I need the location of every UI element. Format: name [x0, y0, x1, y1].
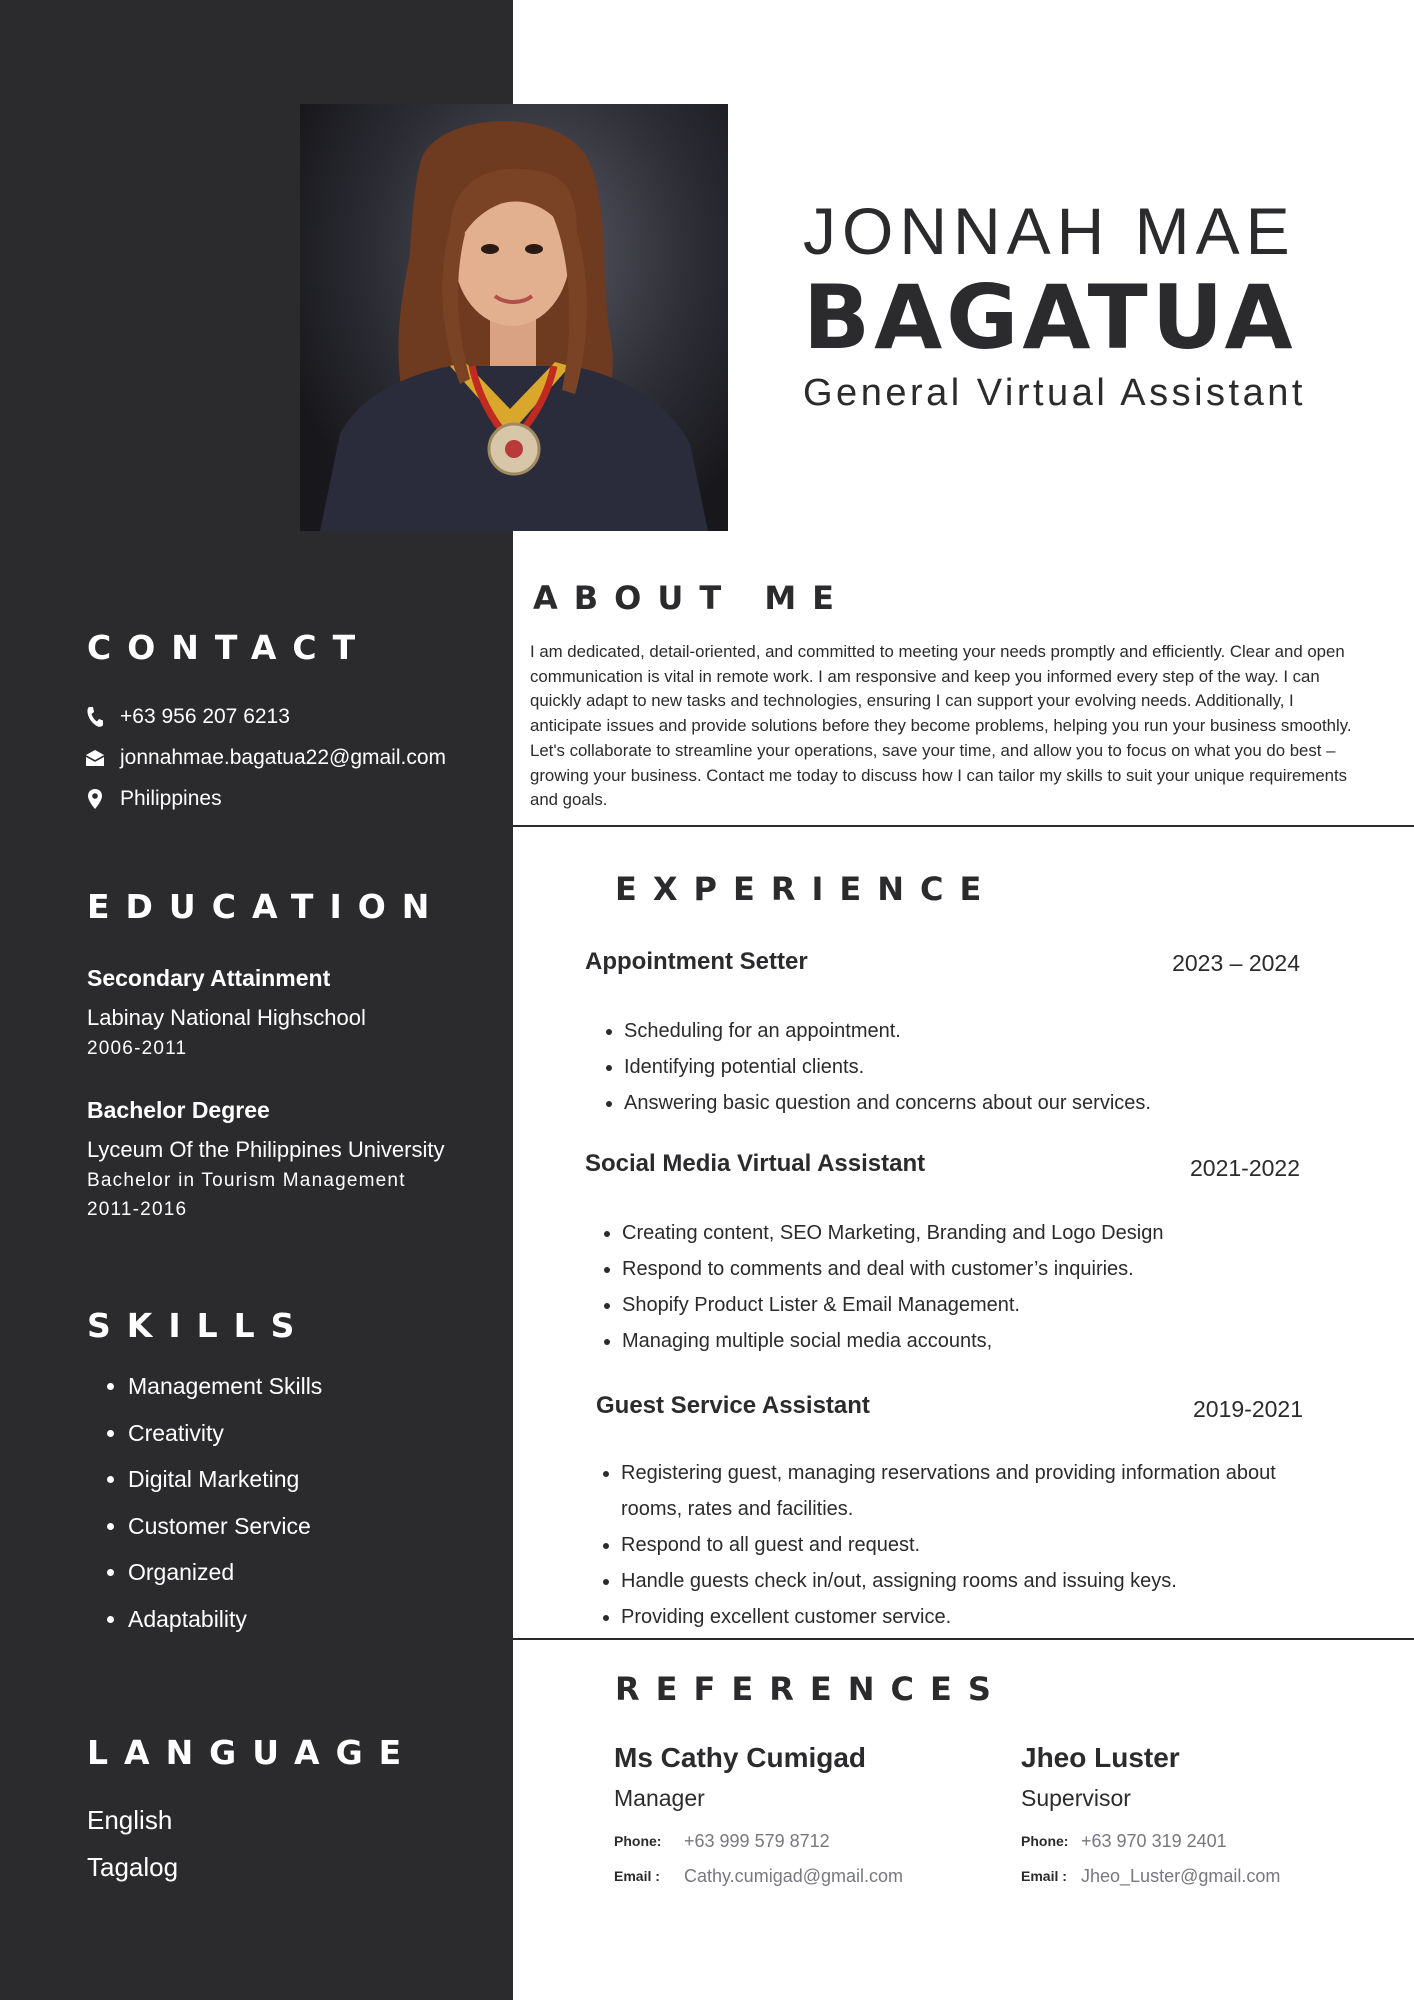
ref-phone-1[interactable]: +63 999 579 8712 — [684, 1831, 830, 1851]
language-item: Tagalog — [87, 1852, 179, 1882]
location-text: Philippines — [120, 787, 222, 810]
ref-role-1: Manager — [614, 1785, 705, 1811]
edu-degree-2: Bachelor Degree — [87, 1097, 270, 1123]
job-duties-2 — [586, 1215, 1262, 1359]
job-dates-3: 2019-2021 — [1193, 1396, 1303, 1422]
skills-list — [94, 1373, 322, 1652]
job-title-2: Social Media Virtual Assistant — [585, 1150, 926, 1177]
ref-phone-label-2: Phone: — [1021, 1833, 1069, 1849]
contact-heading: CONTACT — [87, 628, 372, 667]
job-role: General Virtual Assistant — [803, 372, 1306, 414]
edu-school-1: Labinay National Highschool — [87, 1005, 366, 1030]
email-text: jonnahmae.bagatua22@gmail.com — [120, 746, 447, 769]
job-dates-2: 2021-2022 — [1190, 1155, 1300, 1181]
skill-item: • Digital Marketing — [128, 1466, 322, 1513]
duty-item: • Respond to all guest and request. — [621, 1527, 1321, 1563]
ref-email-1[interactable]: Cathy.cumigad@gmail.com — [684, 1866, 904, 1886]
phone-text: +63 956 207 6213 — [120, 705, 290, 728]
job-duties-1 — [588, 1013, 1264, 1121]
duty-item: • Identifying potential clients. — [624, 1049, 1264, 1085]
duty-item: • Creating content, SEO Marketing, Branding and Logo Design — [622, 1215, 1262, 1251]
profile-photo — [300, 104, 728, 531]
skill-item: • Management Skills — [128, 1373, 322, 1420]
edu-years-2: 2011-2016 — [87, 1199, 188, 1220]
duty-item: • Registering guest, managing reservations and providing information about rooms, rates and facilities. — [621, 1455, 1321, 1527]
language-item: English — [87, 1805, 173, 1835]
map-pin-icon — [84, 787, 106, 811]
envelope-icon — [84, 746, 106, 770]
last-name: BAGATUA — [803, 266, 1297, 369]
ref-role-2: Supervisor — [1021, 1785, 1131, 1811]
education-heading: EDUCATION — [87, 887, 446, 926]
edu-course-2: Bachelor in Tourism Management — [87, 1170, 406, 1191]
duty-item: • Shopify Product Lister & Email Management. — [622, 1287, 1262, 1323]
ref-email-label-1: Email : — [614, 1868, 660, 1884]
ref-email-label-2: Email : — [1021, 1868, 1067, 1884]
portrait-illustration — [300, 104, 728, 531]
job-title-1: Appointment Setter — [585, 948, 808, 975]
edu-school-2: Lyceum Of the Philippines University — [87, 1137, 445, 1162]
contact-location — [84, 784, 222, 814]
skill-item: • Creativity — [128, 1420, 322, 1467]
divider — [513, 1638, 1414, 1640]
skills-heading: SKILLS — [87, 1306, 311, 1345]
phone-icon — [84, 705, 106, 729]
references-heading: REFERENCES — [615, 1670, 1007, 1708]
job-duties-3 — [585, 1455, 1321, 1635]
ref-email-2[interactable]: Jheo_Luster@gmail.com — [1081, 1866, 1281, 1886]
job-dates-1: 2023 – 2024 — [1172, 950, 1300, 976]
duty-item: • Scheduling for an appointment. — [624, 1013, 1264, 1049]
skill-item: • Organized — [128, 1559, 322, 1606]
about-heading: ABOUT ME — [533, 579, 851, 617]
contact-email[interactable] — [84, 743, 446, 773]
first-name: JONNAH MAE — [803, 194, 1296, 268]
ref-name-1: Ms Cathy Cumigad — [614, 1742, 867, 1773]
ref-phone-label-1: Phone: — [614, 1833, 662, 1849]
edu-years-1: 2006-2011 — [87, 1038, 188, 1059]
ref-name-2: Jheo Luster — [1021, 1742, 1180, 1773]
duty-item: • Providing excellent customer service. — [621, 1599, 1321, 1635]
skill-item: • Adaptability — [128, 1606, 322, 1653]
about-text: I am dedicated, detail-oriented, and committed to meeting your needs promptly and efficiently. Clear and open communication is vital in remote work. I am responsive and keep you informed every step of the way. I can quickly adapt to new tasks and technologies, ensuring I can support your evolving needs. Additionally, I anticipate issues and provide solutions before they become problems, helping you run your business smoothly. Let's collaborate to streamline your operations, save your time, and allow you to focus on what you do best – growing your business. Contact me today to discuss how I can tailor my skills to suit your unique requirements and goals. — [530, 642, 1352, 810]
job-title-3: Guest Service Assistant — [596, 1392, 870, 1419]
experience-heading: EXPERIENCE — [615, 870, 998, 908]
duty-item: • Answering basic question and concerns about our services. — [624, 1085, 1264, 1121]
duty-item: • Managing multiple social media accounts, — [622, 1323, 1262, 1359]
contact-phone[interactable] — [84, 702, 290, 732]
skill-item: • Customer Service — [128, 1513, 322, 1560]
edu-degree-1: Secondary Attainment — [87, 965, 331, 991]
duty-item: • Respond to comments and deal with customer’s inquiries. — [622, 1251, 1262, 1287]
duty-item: • Handle guests check in/out, assigning rooms and issuing keys. — [621, 1563, 1321, 1599]
ref-phone-2[interactable]: +63 970 319 2401 — [1081, 1831, 1227, 1851]
language-heading: LANGUAGE — [87, 1733, 418, 1772]
divider — [513, 825, 1414, 827]
